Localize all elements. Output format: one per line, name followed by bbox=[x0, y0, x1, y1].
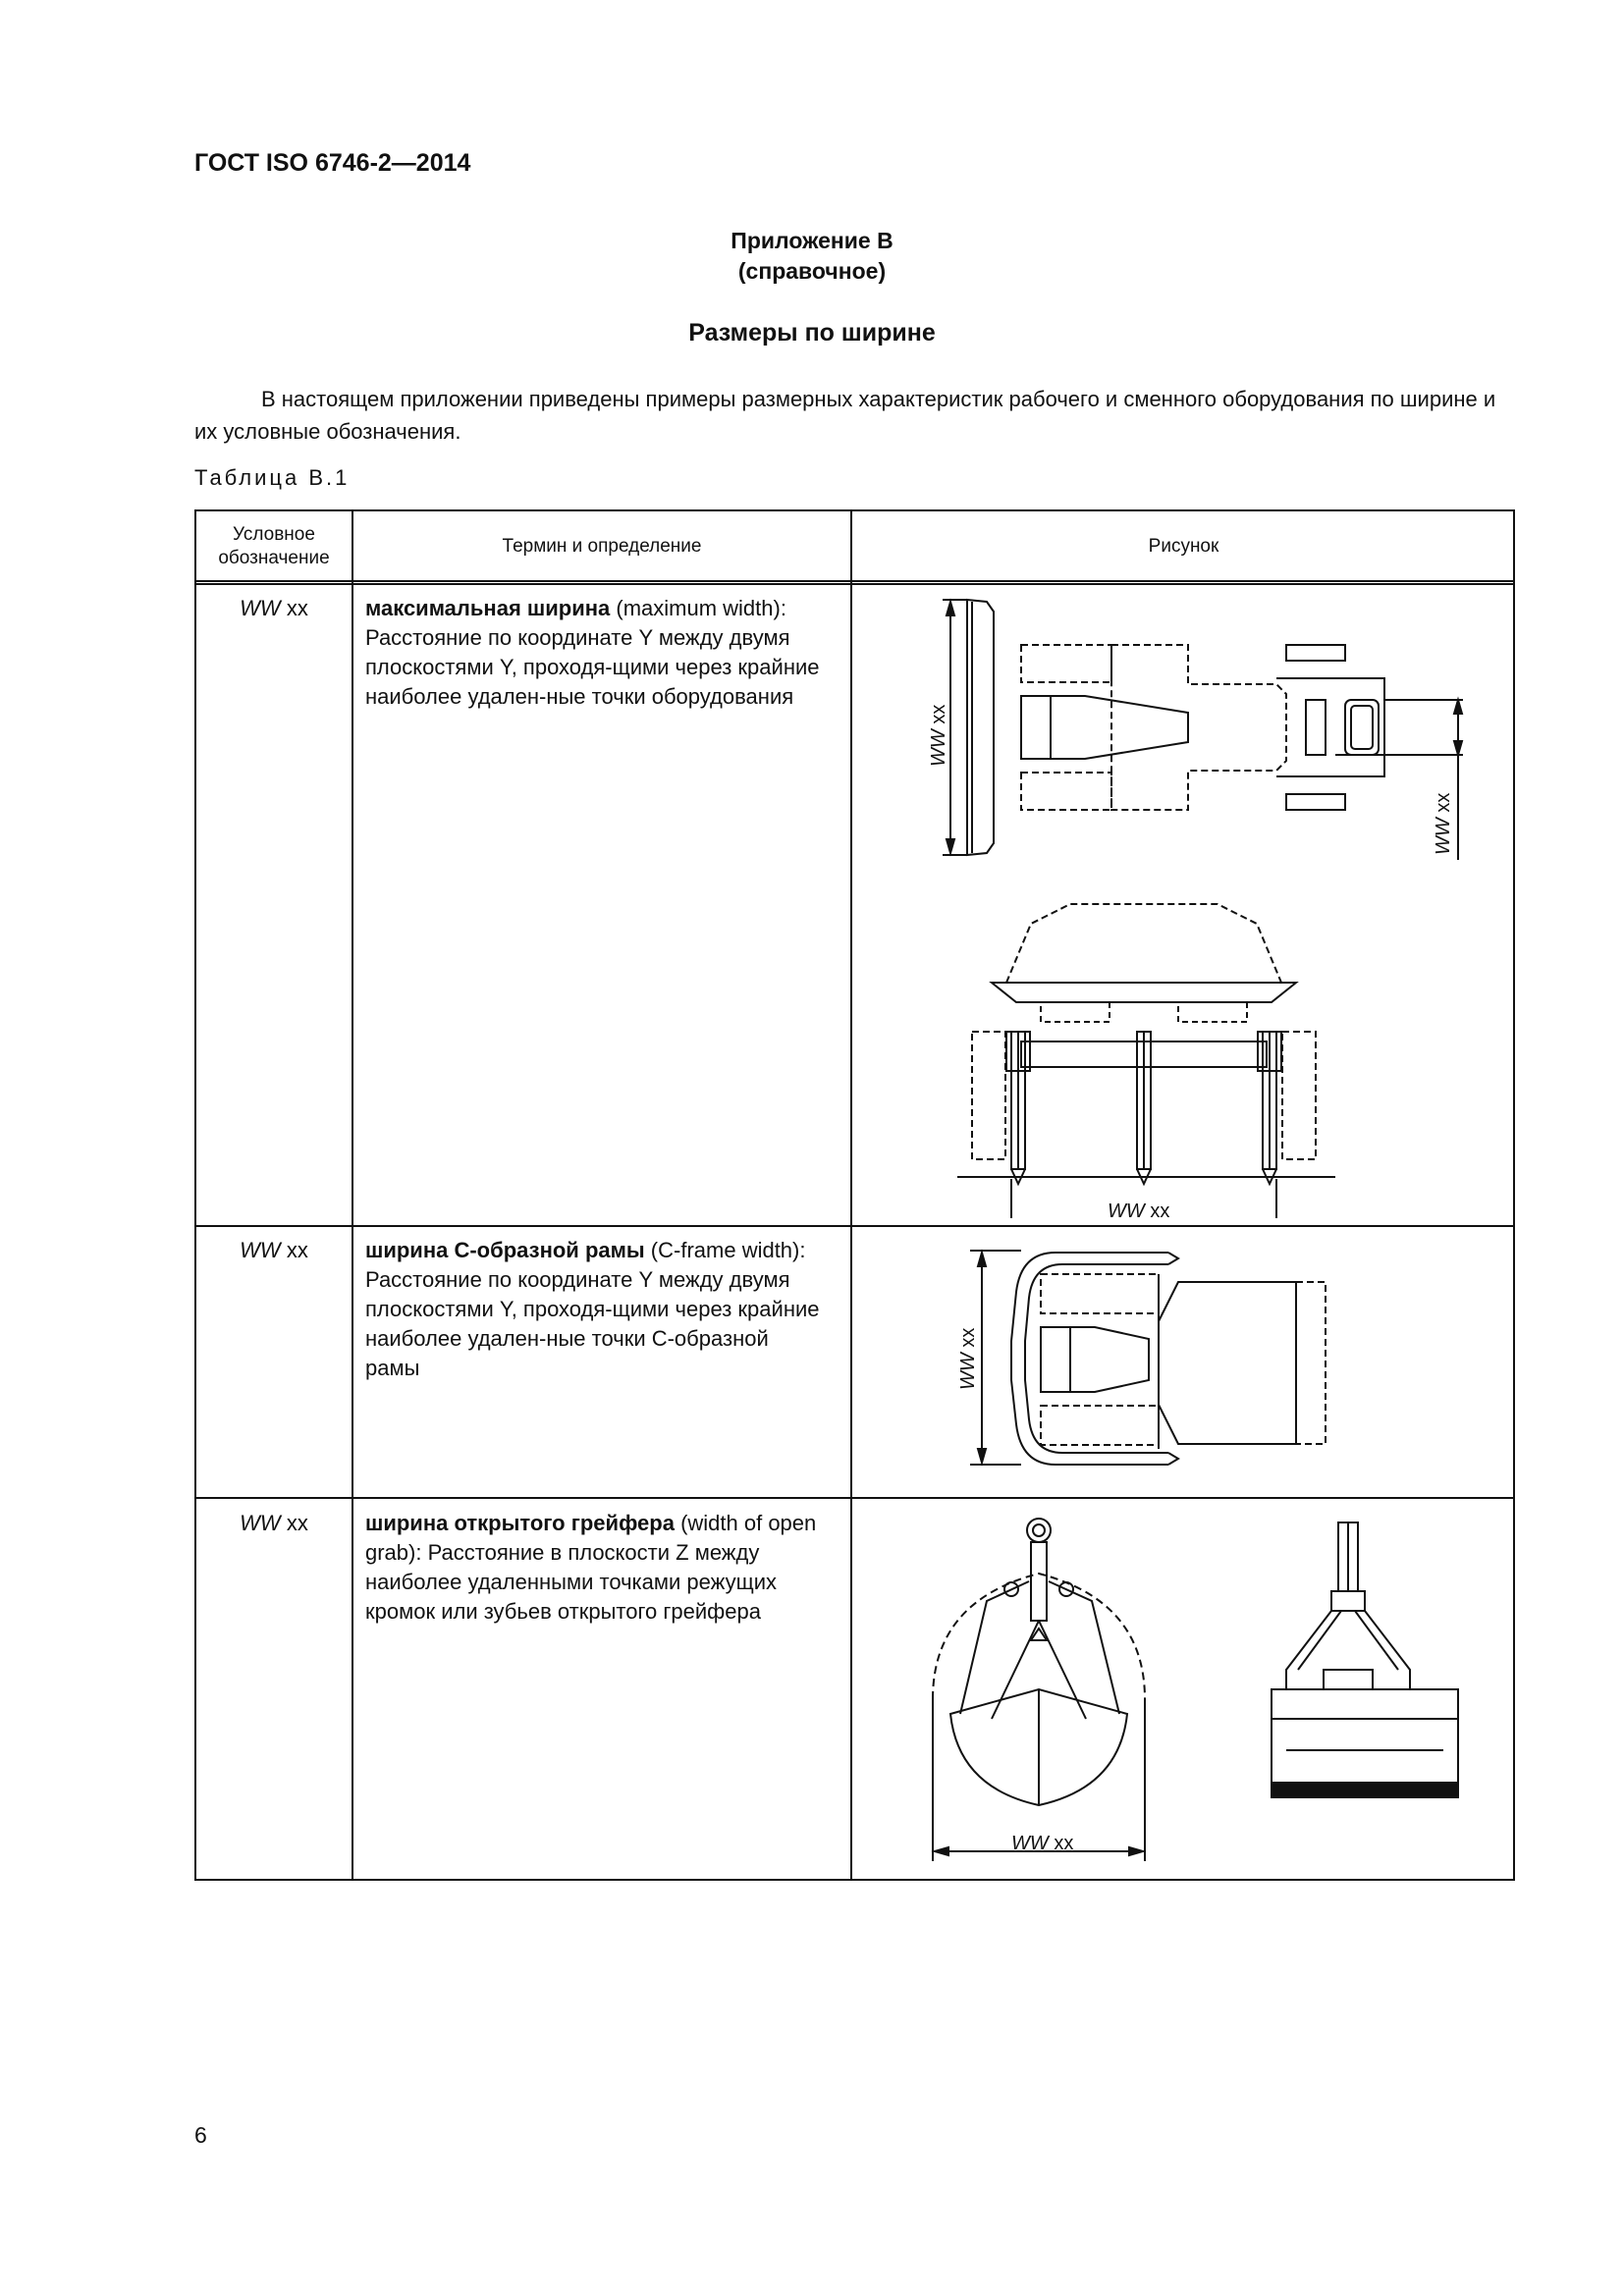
dim-label: WW xx bbox=[1433, 792, 1454, 855]
table-row-divider bbox=[196, 1225, 1513, 1227]
dim-label: WW xx bbox=[1108, 1201, 1170, 1222]
header-figure: Рисунок bbox=[1148, 536, 1219, 557]
section-title: Размеры по ширине bbox=[688, 319, 936, 347]
dimension-table bbox=[194, 509, 1515, 1881]
dim-label: WW xx bbox=[957, 1327, 979, 1390]
figure-open-grab-width bbox=[874, 1503, 1502, 1876]
appendix-title: Приложение В bbox=[731, 228, 893, 253]
appendix-subtitle: (справочное) bbox=[737, 258, 887, 284]
row-term: максимальная ширина (maximum width): Расстояние по координате Y между двумя плоскостями Y, проходя-щими через крайние наиболее удален-ные точки оборудования bbox=[365, 596, 820, 709]
dim-label: WW xx bbox=[928, 704, 949, 767]
table-header-divider bbox=[196, 583, 1513, 585]
row-symbol: WW xx bbox=[240, 596, 308, 620]
table-col-divider bbox=[850, 511, 852, 1879]
table-label: Таблица В.1 bbox=[194, 465, 351, 490]
figure-max-width-rear-view bbox=[884, 884, 1492, 1218]
row-symbol: WW xx bbox=[240, 1238, 308, 1262]
header-symbol: Условное обозначение bbox=[218, 524, 330, 568]
figure-max-width-top-view bbox=[874, 590, 1502, 865]
table-col-divider bbox=[352, 511, 353, 1879]
document-code: ГОСТ ISO 6746-2—2014 bbox=[194, 149, 471, 177]
intro-paragraph: В настоящем приложении приведены примеры размерных характеристик рабочего и сменного оборудования по ширине и их условные обозначения. bbox=[194, 387, 1496, 444]
row-symbol: WW xx bbox=[240, 1511, 308, 1535]
table-row-divider bbox=[196, 1497, 1513, 1499]
row-term: ширина С-образной рамы (C-frame width): Расстояние по координате Y между двумя плоскостями Y, проходя-щими через крайние наиболее удален-ные точки С-образной рамы bbox=[365, 1238, 820, 1380]
page-number: 6 bbox=[194, 2122, 207, 2148]
row-term: ширина открытого грейфера (width of open grab): Расстояние в плоскости Z между наиболее удаленными точками режущих кромок или зубьев открытого грейфера bbox=[365, 1511, 817, 1624]
header-term: Термин и определение bbox=[502, 536, 702, 557]
dim-label: WW xx bbox=[1011, 1833, 1074, 1854]
figure-c-frame-width bbox=[884, 1233, 1492, 1493]
